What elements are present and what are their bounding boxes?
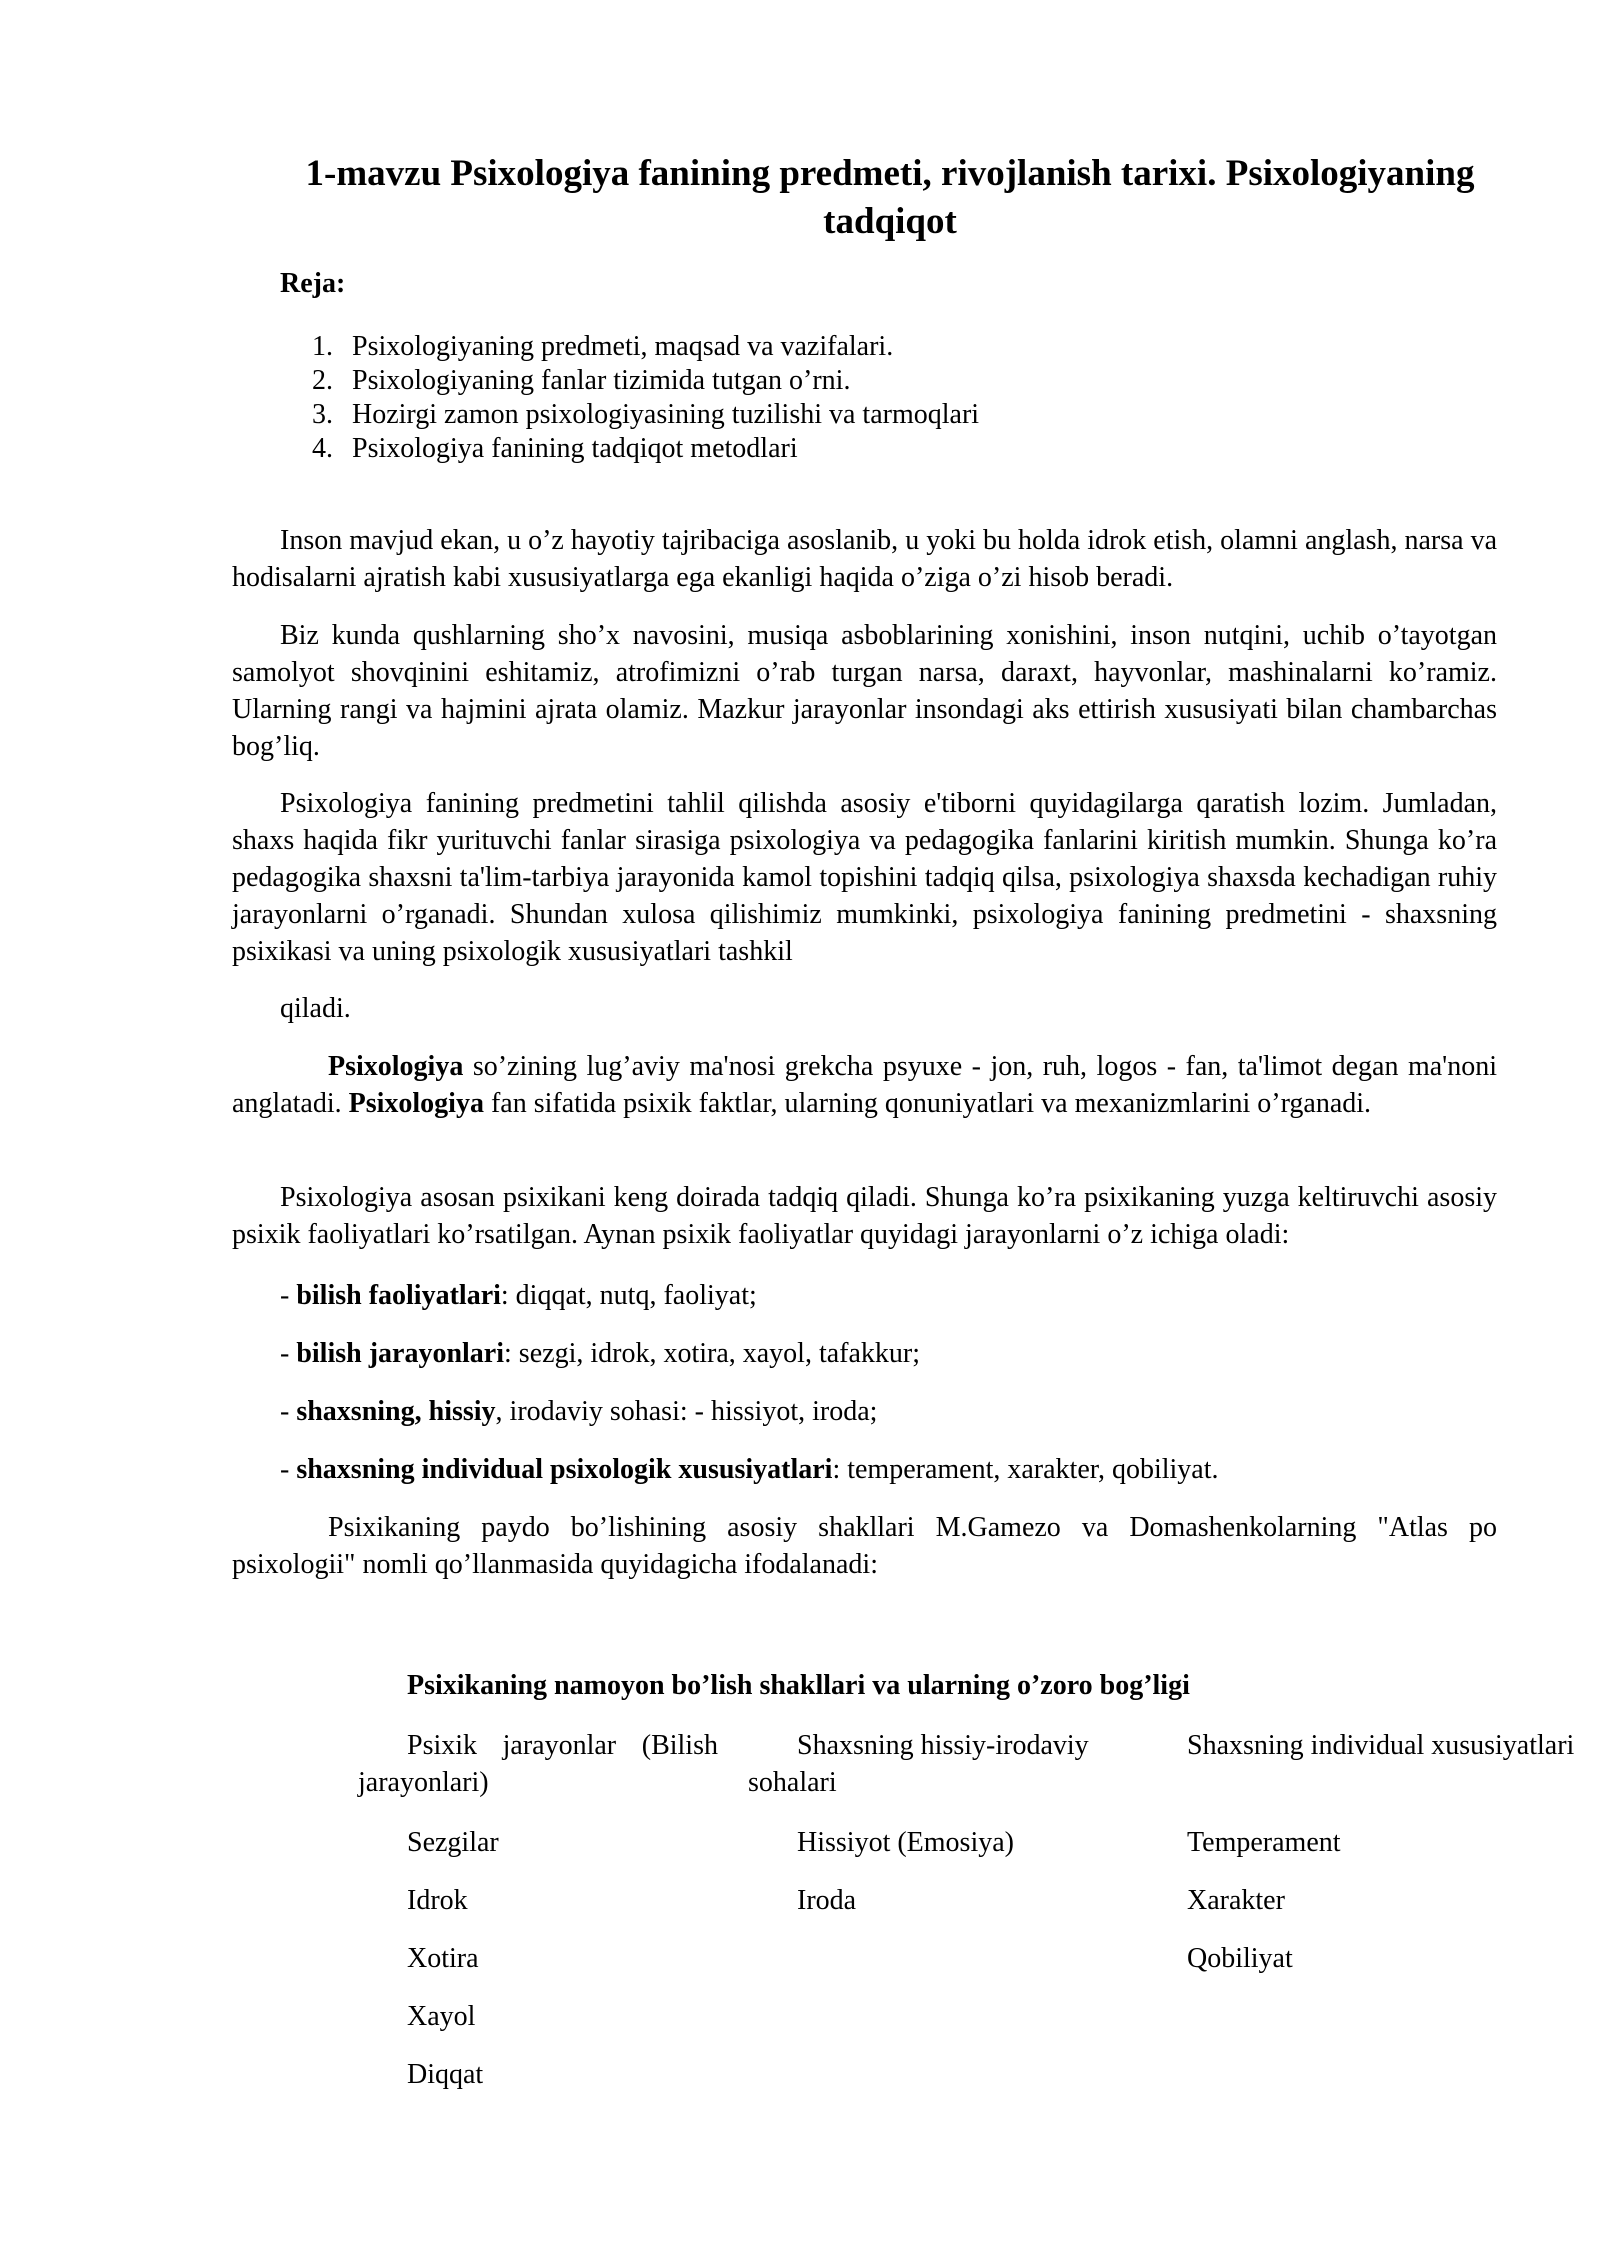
paragraph-3: Psixologiya fanining predmetini tahlil qilishda asosiy e'tiborni quyidagilarga qaratish lozim. Jumladan, shaxs haqida fikr yurituvchi fanlar sirasiga psixologiya va pedagogika fanlarini kiritish mumkin. Shunga ko’ra pedagogika shaxsni ta'lim-tarbiya jarayonida kamol topishini tadqiq qilsa, psixologiya shaxsda kechadigan ruhiy jarayonlarni o’rganadi. Shundan xulosa qilishimiz mumkinki, psixologiya fanining predmetini - shaxsning psixikasi va uning psixologik xususiyatlari tashkil bbox=[232, 788, 1497, 967]
table-caption: Psixikaning namoyon bo’lish shakllari va ularning o’zoro bog’ligi bbox=[407, 1670, 1190, 1701]
table-cell: Qobiliyat bbox=[1187, 1943, 1293, 1974]
table-cell: Hissiyot (Emosiya) bbox=[797, 1827, 1014, 1858]
paragraph-2: Biz kunda qushlarning sho’x navosini, musiqa asboblarining xonishini, inson nutqini, uchib o’tayotgan samolyot shovqinini eshitamiz, atrofimizni o’rab turgan narsa, daraxt, hayvonlar, mashinalarni ko’ramiz. Ularning rangi va hajmini ajrata olamiz. Mazkur jarayonlar insondagi aks ettirish xususiyati bilan chambarchas bog’liq. bbox=[232, 620, 1497, 762]
table-cell: Xotira bbox=[407, 1943, 479, 1974]
term-psixologiya: Psixologiya bbox=[348, 1088, 484, 1119]
table-cell: Diqqat bbox=[407, 2059, 484, 2090]
paragraph-1: Inson mavjud ekan, u o’z hayotiy tajribaciga asoslanib, u yoki bu holda idrok etish, olamni anglash, narsa va hodisalarni ajratish kabi xususiyatlarga ega ekanligi haqida o’ziga o’zi hisob beradi. bbox=[232, 525, 1497, 593]
plan-list bbox=[312, 330, 980, 466]
plan-item: 3. Hozirgi zamon psixologiyasining tuzilishi va tarmoqlari bbox=[312, 399, 980, 430]
table-header: Shaxsning hissiy-irodaviy sohalari bbox=[748, 1730, 1089, 1798]
table-cell: Temperament bbox=[1187, 1827, 1341, 1858]
paragraph-6: Psixikaning paydo bo’lishining asosiy shakllari M.Gamezo va Domashenkolarning "Atlas po psixologii" nomli qo’llanmasida quyidagicha ifodalanadi: bbox=[232, 1512, 1497, 1580]
table-cell: Idrok bbox=[407, 1885, 468, 1916]
paragraph-3-end: qiladi. bbox=[280, 993, 351, 1024]
term-psixologiya: Psixologiya bbox=[328, 1051, 464, 1082]
paragraph-4: Psixologiya so’zining lug’aviy ma'nosi grekcha psyuxe - jon, ruh, logos - fan, ta'limot degan ma'noni anglatadi. Psixologiya fan sifatida psixik faktlar, ularning qonuniyatlari va mexanizmlarini o’rganadi. bbox=[232, 1051, 1497, 1119]
table-cell: Xayol bbox=[407, 2001, 476, 2032]
bullet-item: - shaxsning, hissiy, irodaviy sohasi: - hissiyot, iroda; bbox=[280, 1396, 878, 1427]
table-header: Psixik jarayonlar (Bilish jarayonlari) bbox=[358, 1730, 718, 1798]
bullet-item: - shaxsning individual psixologik xususiyatlari: temperament, xarakter, qobiliyat. bbox=[280, 1454, 1219, 1485]
bullet-item: - bilish jarayonlari: sezgi, idrok, xotira, xayol, tafakkur; bbox=[280, 1338, 921, 1369]
plan-label: Reja: bbox=[280, 268, 346, 299]
plan-item: 2. Psixologiyaning fanlar tizimida tutgan o’rni. bbox=[312, 365, 851, 396]
document-title: 1-mavzu Psixologiya fanining predmeti, rivojlanish tarixi. Psixologiyaning tadqiqot bbox=[305, 153, 1475, 242]
table-header: Shaxsning individual xususiyatlari bbox=[1187, 1730, 1575, 1761]
table-cell: Iroda bbox=[797, 1885, 857, 1916]
plan-item: 1. Psixologiyaning predmeti, maqsad va vazifalari. bbox=[312, 331, 894, 362]
table-cell: Sezgilar bbox=[407, 1827, 499, 1858]
bullet-item: - bilish faoliyatlari: diqqat, nutq, faoliyat; bbox=[280, 1280, 757, 1311]
paragraph-5: Psixologiya asosan psixikani keng doirada tadqiq qiladi. Shunga ko’ra psixikaning yuzga keltiruvchi asosiy psixik faoliyatlari ko’rsatilgan. Aynan psixik faoliyatlar quyidagi jarayonlarni o’z ichiga oladi: bbox=[232, 1182, 1497, 1250]
table-cell: Xarakter bbox=[1187, 1885, 1285, 1916]
plan-item: 4. Psixologiya fanining tadqiqot metodlari bbox=[312, 433, 798, 464]
